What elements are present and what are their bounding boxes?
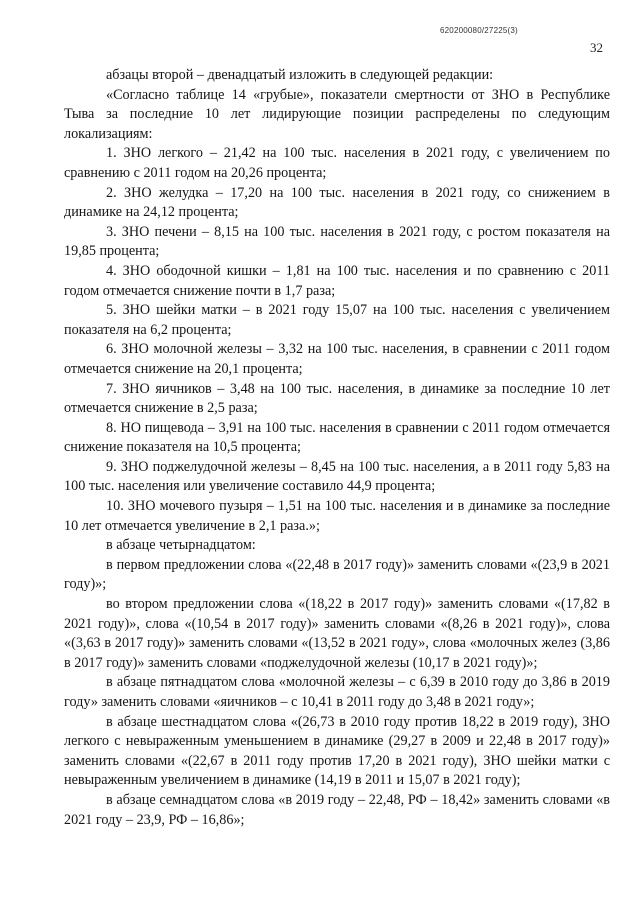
paragraph: 1. ЗНО легкого – 21,42 на 100 тыс. населения в 2021 году, с увеличением по сравнению с 2011 годом на 20,26 процента; bbox=[64, 145, 610, 181]
paragraph: во втором предложении слова «(18,22 в 2017 году)» заменить словами «(17,82 в 2021 году)», слова «(10,54 в 2017 году)» заменить словами «(8,26 в 2021 году)», слова «(3,63 в 2017 году)» заменить словами «(13,52 в 2021 году», слова «молочных желез (3,86 в 2017 году)» заменить словами «поджелудочной железы (10,17 в 2021 году)»; bbox=[64, 596, 610, 671]
paragraph: 7. ЗНО яичников – 3,48 на 100 тыс. населения, в динамике за последние 10 лет отмечается снижение в 2,5 раза; bbox=[64, 380, 610, 417]
paragraph: в абзаце пятнадцатом слова «молочной железы – с 6,39 в 2010 году до 3,86 в 2019 году» заменить словами «яичников – с 10,41 в 2011 году до 3,48 в 2021 году»; bbox=[64, 674, 610, 710]
document-code: 620200080/27225(3) bbox=[440, 26, 518, 35]
page-number: 32 bbox=[590, 40, 603, 55]
paragraph: 5. ЗНО шейки матки – в 2021 году 15,07 на 100 тыс. населения с увеличением показателя на 6,2 процента; bbox=[64, 302, 610, 338]
paragraph: в абзаце четырнадцатом: bbox=[106, 537, 256, 554]
paragraph: 3. ЗНО печени – 8,15 на 100 тыс. населения в 2021 году, с ростом показателя на 19,85 процента; bbox=[64, 223, 610, 260]
paragraph: 10. ЗНО мочевого пузыря – 1,51 на 100 тыс. населения и в динамике за последние 10 лет отмечается увеличение в 2,1 раза.»; bbox=[64, 498, 610, 534]
document-body bbox=[64, 66, 610, 830]
paragraph: 8. НО пищевода – 3,91 на 100 тыс. населения в сравнении с 2011 годом отмечается снижение показателя на 10,5 процента; bbox=[64, 419, 610, 456]
paragraph: абзацы второй – двенадцатый изложить в следующей редакции: bbox=[106, 67, 494, 83]
paragraph: в абзаце семнадцатом слова «в 2019 году – 22,48, РФ – 18,42» заменить словами «в 2021 году – 23,9, РФ – 16,86»; bbox=[64, 791, 610, 828]
paragraph: в абзаце шестнадцатом слова «(26,73 в 2010 году против 18,22 в 2019 году), ЗНО легкого с невыраженным уменьшением в динамике (29,27 в 2009 и 22,48 в 2017 году)» заменить словами «(22,67 в 2011 году против 17,20 в 2021 году), ЗНО шейки матки с невыраженным увеличением в динамике (14,19 в 2011 и 15,07 в 2021 году); bbox=[64, 713, 610, 789]
paragraph: «Согласно таблице 14 «грубые», показатели смертности от ЗНО в Республике Тыва за последние 10 лет лидирующие позиции распределены по следующим локализациям: bbox=[64, 86, 610, 142]
paragraph: 4. ЗНО ободочной кишки – 1,81 на 100 тыс. населения и по сравнению с 2011 годом отмечается снижение почти в 1,7 раза; bbox=[64, 262, 610, 299]
paragraph: 9. ЗНО поджелудочной железы – 8,45 на 100 тыс. населения, а в 2011 году 5,83 на 100 тыс. населения или увеличение составило 44,9 процента; bbox=[64, 458, 610, 495]
paragraph: 6. ЗНО молочной железы – 3,32 на 100 тыс. населения, в сравнении с 2011 годом отмечается снижение на 20,1 процента; bbox=[64, 341, 610, 377]
paragraph: 2. ЗНО желудка – 17,20 на 100 тыс. населения в 2021 году, со снижением в динамике на 24,12 процента; bbox=[64, 184, 610, 221]
paragraph: в первом предложении слова «(22,48 в 2017 году)» заменить словами «(23,9 в 2021 году)»; bbox=[64, 556, 610, 593]
